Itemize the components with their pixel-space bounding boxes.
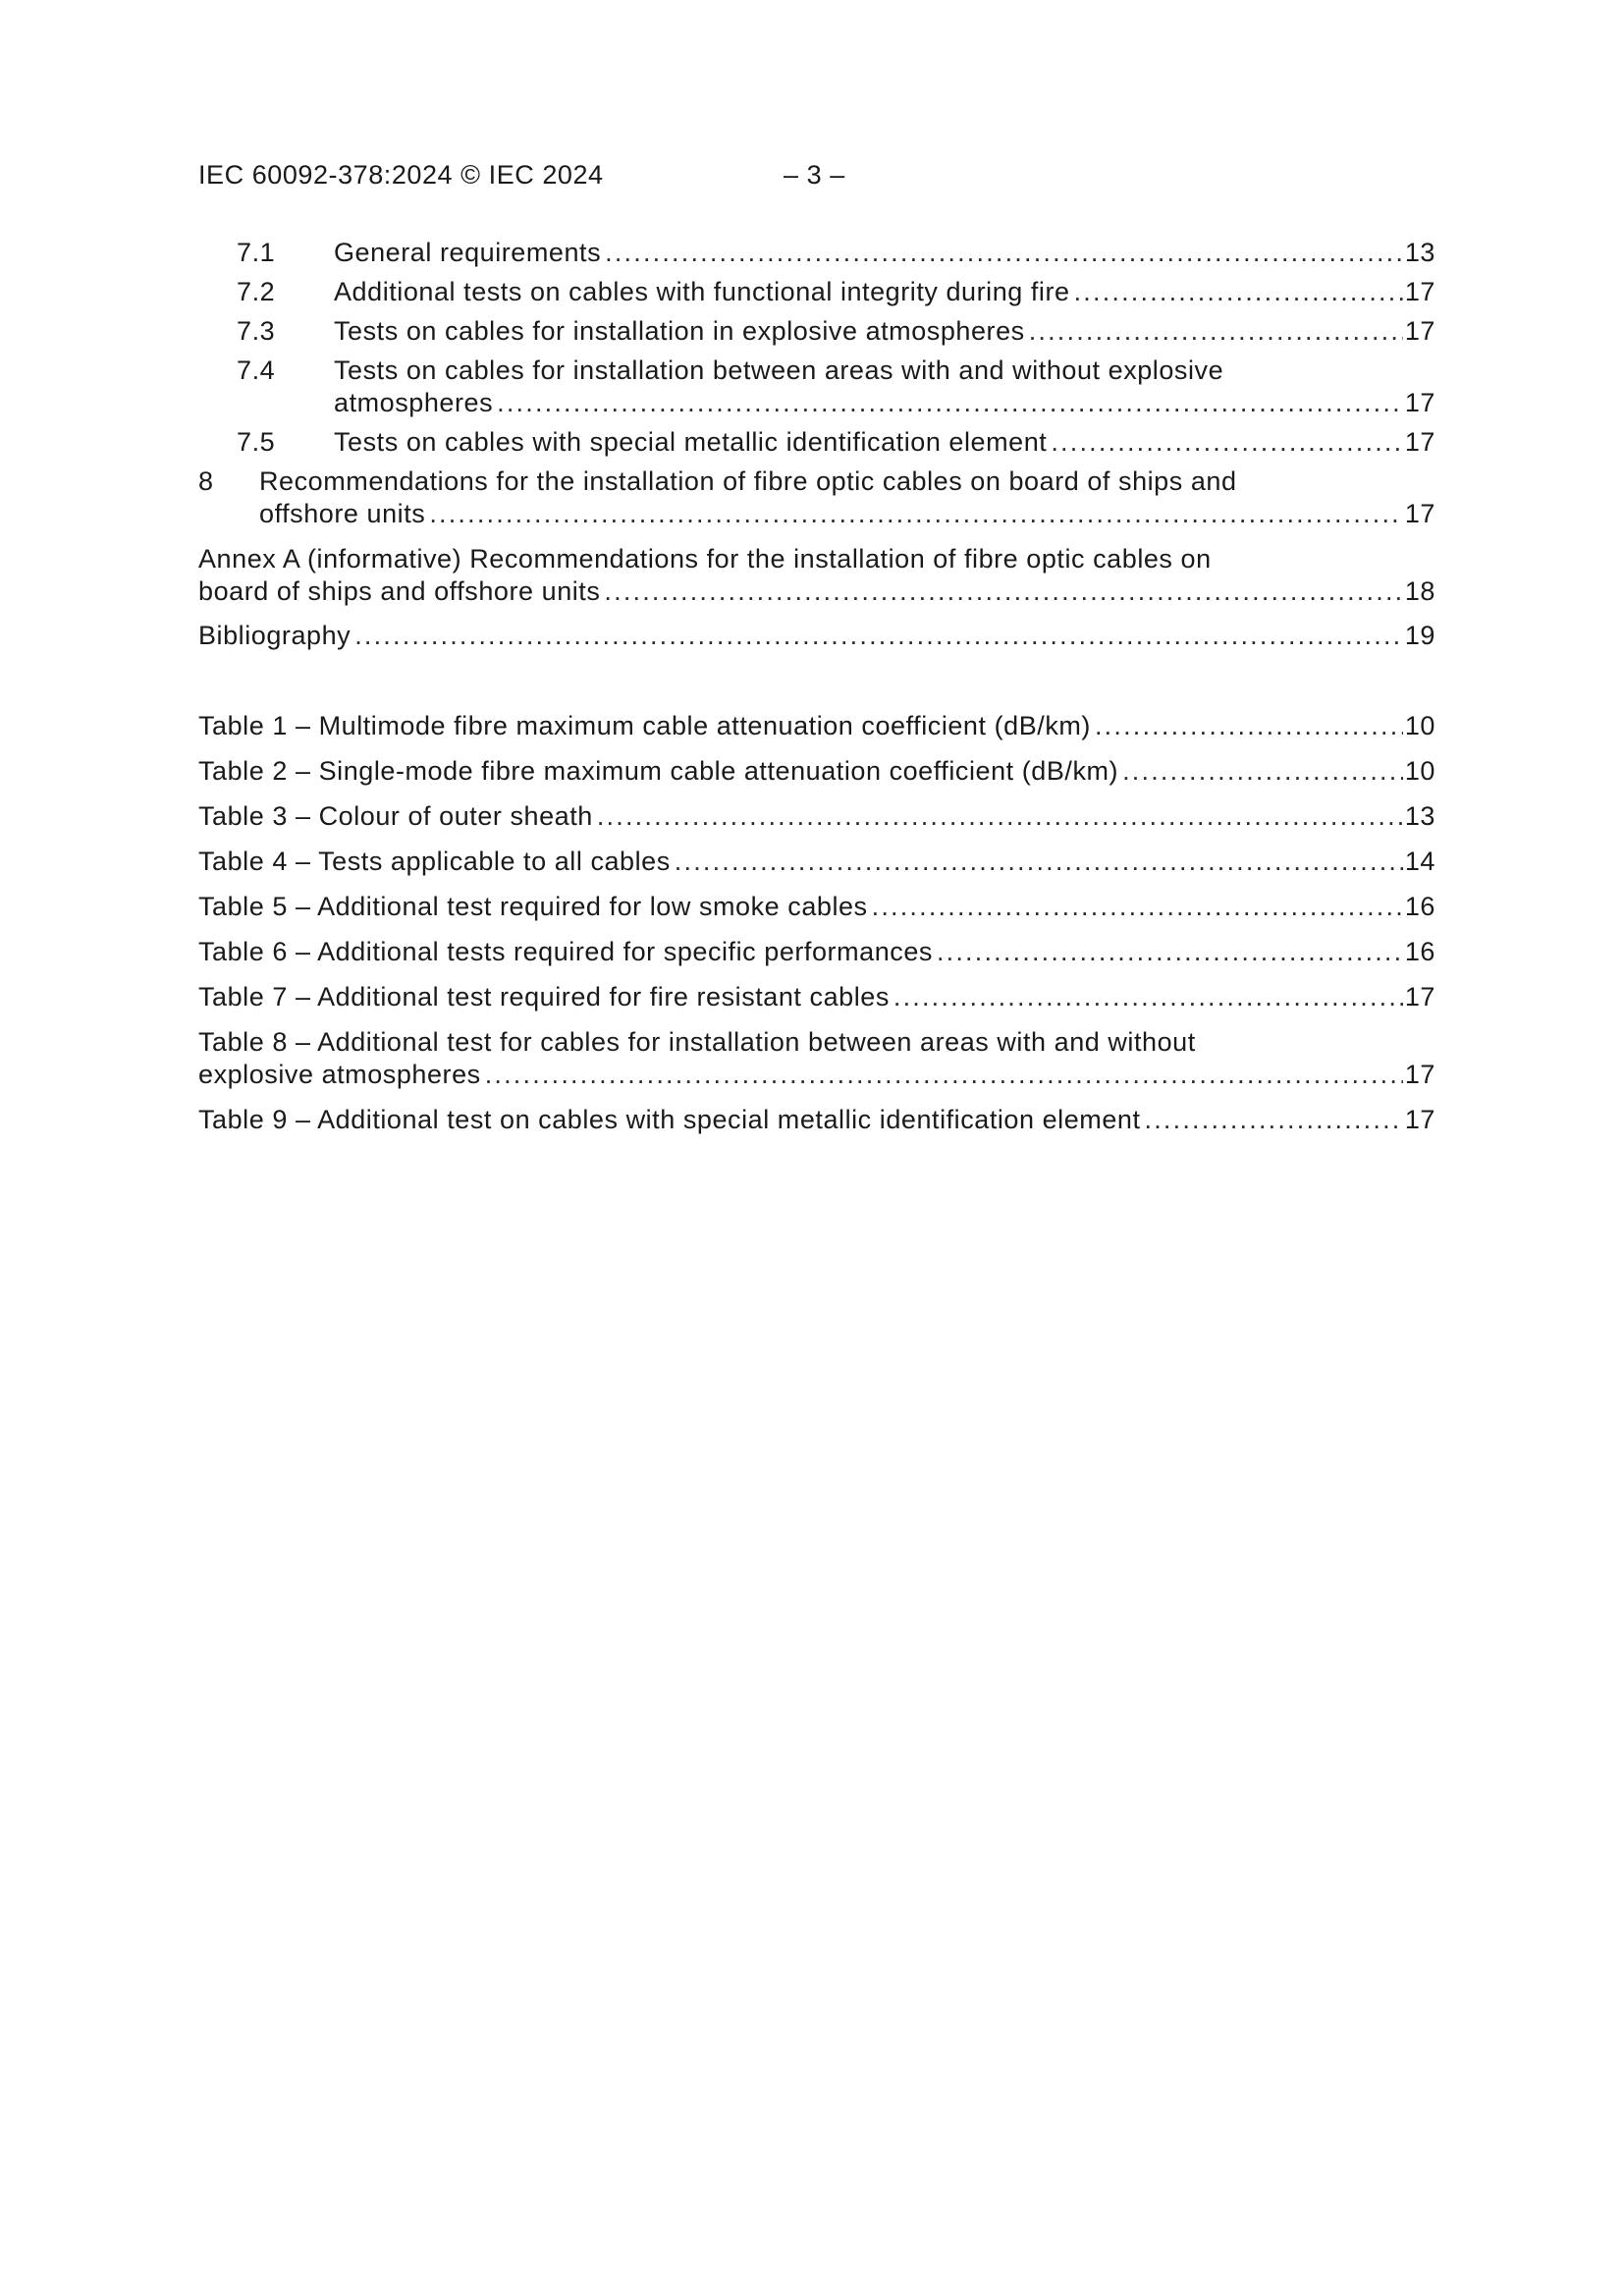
toc-entry-title-line xyxy=(334,277,1435,307)
toc-entry-title-line xyxy=(334,388,1435,418)
dot-leader xyxy=(605,238,1403,268)
table-list-title: Table 2 – Single-mode fibre maximum cable attenuation coefficient (dB/km) xyxy=(198,756,1119,786)
dot-leader xyxy=(872,892,1403,922)
toc-entry-number: 7.1 xyxy=(237,238,276,267)
table-list-title: Table 6 – Additional tests required for specific performances xyxy=(198,937,933,966)
toc-entry-title-line xyxy=(334,316,1435,347)
table-list-page: 17 xyxy=(1404,1060,1435,1089)
table-list-title-line xyxy=(198,982,1435,1012)
toc-entry-title-line xyxy=(334,427,1435,458)
toc-entry-title-line xyxy=(259,499,1435,529)
dot-leader xyxy=(485,1060,1403,1090)
dot-leader xyxy=(675,847,1403,877)
dot-leader xyxy=(1074,277,1403,307)
toc-entry-page: 17 xyxy=(1404,316,1435,346)
toc-entry-title: Bibliography xyxy=(198,621,352,650)
dot-leader xyxy=(1122,756,1403,787)
toc-entry-page: 13 xyxy=(1404,238,1435,267)
table-list-title-line xyxy=(198,847,1435,877)
toc-entry-title: Annex A (informative) Recommendations for the installation of fibre optic cables on xyxy=(198,544,1212,574)
table-list-page: 16 xyxy=(1404,937,1435,966)
toc-entry-page: 19 xyxy=(1404,621,1435,650)
table-list-title-line xyxy=(198,801,1435,832)
toc-entry-title: Recommendations for the installation of fibre optic cables on board of ships and xyxy=(259,466,1237,496)
toc-entry-number: 7.2 xyxy=(237,277,276,306)
table-list-title: Table 3 – Colour of outer sheath xyxy=(198,801,593,831)
table-list-title: Table 5 – Additional test required for low smoke cables xyxy=(198,892,868,921)
toc-entry-title-continuation: board of ships and offshore units xyxy=(198,576,601,606)
toc-entry-number: 8 xyxy=(198,466,214,496)
toc-entry-title: Tests on cables for installation in explosive atmospheres xyxy=(334,316,1025,346)
table-list-page: 10 xyxy=(1404,756,1435,786)
dot-leader xyxy=(604,576,1402,607)
dot-leader xyxy=(1051,427,1403,458)
dot-leader xyxy=(497,388,1403,418)
dot-leader xyxy=(597,801,1403,832)
toc-entry-title-continuation: atmospheres xyxy=(334,388,494,417)
dot-leader xyxy=(1029,316,1403,347)
table-list-title-line xyxy=(198,711,1435,741)
header-page-number: – 3 – xyxy=(784,160,845,190)
table-list-title-continuation: explosive atmospheres xyxy=(198,1060,481,1089)
toc-entry-page: 17 xyxy=(1404,277,1435,306)
toc-entry-title: Tests on cables with special metallic identification element xyxy=(334,427,1048,457)
table-list-title-line xyxy=(198,1105,1435,1135)
table-list-page: 14 xyxy=(1404,847,1435,876)
dot-leader xyxy=(354,621,1403,651)
toc-entry-number: 7.5 xyxy=(237,427,276,457)
toc-entry-title-line xyxy=(198,576,1435,607)
toc-entry-page: 17 xyxy=(1404,388,1435,417)
table-list-title-line xyxy=(198,937,1435,967)
table-list-title-line xyxy=(198,756,1435,787)
table-list-title: Table 1 – Multimode fibre maximum cable attenuation coefficient (dB/km) xyxy=(198,711,1091,740)
toc-entry-title: Tests on cables for installation between areas with and without explosive xyxy=(334,355,1224,385)
dot-leader xyxy=(429,499,1403,529)
table-list-title: Table 4 – Tests applicable to all cables xyxy=(198,847,671,876)
table-list-title: Table 7 – Additional test required for fire resistant cables xyxy=(198,982,890,1011)
toc-entry-number: 7.4 xyxy=(237,355,276,385)
toc-entry-title-line xyxy=(198,621,1435,651)
dot-leader xyxy=(1145,1105,1403,1135)
table-list-page: 13 xyxy=(1404,801,1435,831)
table-list-title-line xyxy=(198,892,1435,922)
toc-entry-title: General requirements xyxy=(334,238,602,267)
toc-entry-title: Additional tests on cables with functional integrity during fire xyxy=(334,277,1070,306)
table-list-page: 17 xyxy=(1404,1105,1435,1134)
dot-leader xyxy=(893,982,1403,1012)
toc-entry-title-continuation: offshore units xyxy=(259,499,426,528)
dot-leader xyxy=(937,937,1403,967)
dot-leader xyxy=(1095,711,1403,741)
header-document-id: IEC 60092-378:2024 © IEC 2024 xyxy=(198,160,604,190)
table-list-page: 17 xyxy=(1404,982,1435,1011)
toc-entry-title-line xyxy=(334,238,1435,268)
table-list-title-line xyxy=(198,1060,1435,1090)
table-list-page: 16 xyxy=(1404,892,1435,921)
toc-entry-page: 17 xyxy=(1404,499,1435,528)
toc-entry-page: 17 xyxy=(1404,427,1435,457)
table-list-title: Table 8 – Additional test for cables for installation between areas with and without xyxy=(198,1027,1196,1057)
toc-entry-page: 18 xyxy=(1404,576,1435,606)
toc-entry-number: 7.3 xyxy=(237,316,276,346)
table-list-page: 10 xyxy=(1404,711,1435,740)
table-list-title: Table 9 – Additional test on cables with special metallic identification element xyxy=(198,1105,1141,1134)
